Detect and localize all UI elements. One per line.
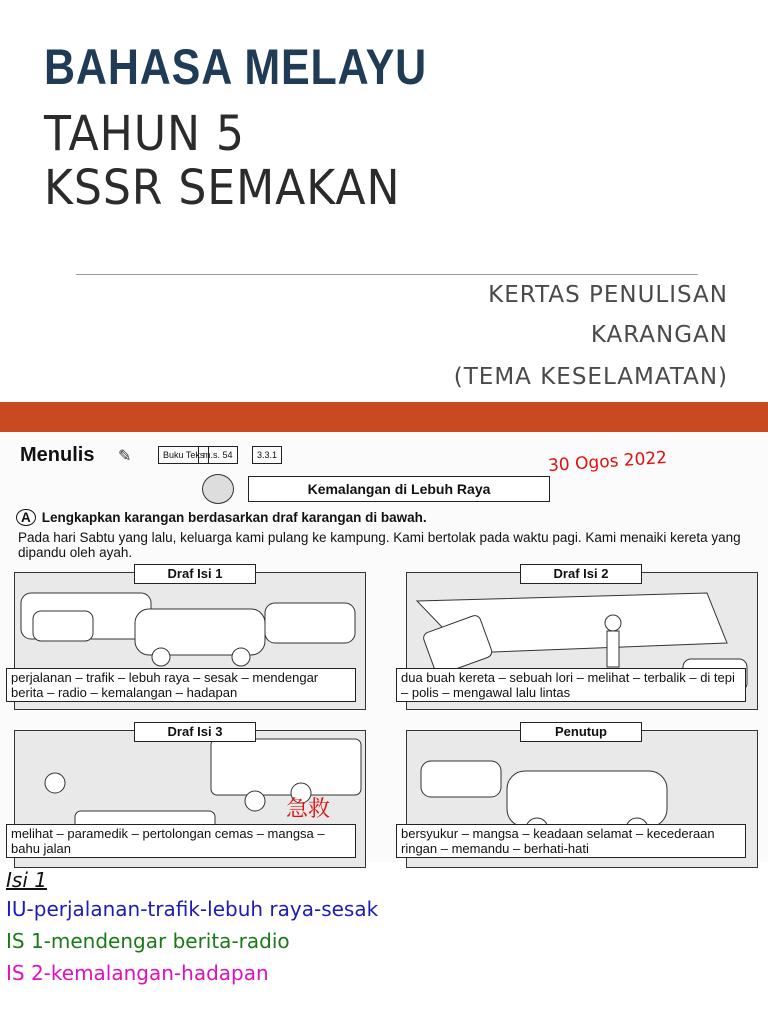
panel-4-title: Penutup bbox=[520, 722, 642, 742]
worksheet-title: Kemalangan di Lebuh Raya bbox=[248, 476, 550, 502]
cutoff-text bbox=[6, 1010, 606, 1020]
mascot-icon bbox=[202, 474, 234, 504]
note-is1: IS 1-mendengar berita-radio bbox=[6, 929, 290, 953]
tag-standard: 3.3.1 bbox=[252, 446, 282, 464]
handwritten-date: 30 Ogos 2022 bbox=[547, 447, 668, 477]
worksheet-scan bbox=[0, 432, 768, 862]
subtitle-kertas: KERTAS PENULISAN bbox=[488, 282, 728, 308]
title-kssr: KSSR SEMAKAN bbox=[44, 160, 401, 216]
panel-4-caption: bersyukur – mangsa – keadaan selamat – kecederaan ringan – memandu – berhati-hati bbox=[396, 824, 746, 858]
accent-band bbox=[0, 402, 768, 432]
intro-paragraph: Pada hari Sabtu yang lalu, keluarga kami pulang ke kampung. Kami bertolak pada waktu pagi. Kami menaiki kereta yang dipandu oleh ayah. bbox=[18, 530, 741, 560]
tag-page: m.s. 54 bbox=[198, 446, 238, 464]
panel-1-caption: perjalanan – trafik – lebuh raya – sesak – mendengar berita – radio – kemalangan – hadapan bbox=[6, 668, 356, 702]
section-label: Menulis bbox=[20, 444, 95, 466]
title-divider bbox=[76, 274, 698, 275]
note-iu: IU-perjalanan-trafik-lebuh raya-sesak bbox=[6, 897, 379, 921]
notes-heading: Isi 1 bbox=[6, 868, 47, 892]
pencil-icon: ✎ bbox=[118, 446, 132, 465]
instruction-marker: A bbox=[16, 509, 36, 526]
title-tahun: TAHUN 5 bbox=[44, 106, 245, 162]
note-is2: IS 2-kemalangan-hadapan bbox=[6, 961, 269, 985]
panel-1-title: Draf Isi 1 bbox=[134, 564, 256, 584]
subtitle-karangan: KARANGAN bbox=[590, 322, 728, 348]
panel-3-title: Draf Isi 3 bbox=[134, 722, 256, 742]
tag-book: Buku Teks bbox=[158, 446, 209, 464]
instruction bbox=[16, 510, 427, 525]
subtitle-tema: (TEMA KESELAMATAN) bbox=[453, 364, 728, 390]
panel-2-title: Draf Isi 2 bbox=[520, 564, 642, 584]
kanji-annotation: 急救 bbox=[286, 797, 331, 822]
title-bahasa-melayu: BAHASA MELAYU bbox=[44, 39, 428, 95]
panel-3-caption: melihat – paramedik – pertolongan cemas – mangsa – bahu jalan bbox=[6, 824, 356, 858]
panel-2-caption: dua buah kereta – sebuah lori – melihat – terbalik – di tepi – polis – mengawal lalu lintas bbox=[396, 668, 746, 702]
instruction-text: Lengkapkan karangan berdasarkan draf karangan di bawah. bbox=[41, 510, 427, 525]
